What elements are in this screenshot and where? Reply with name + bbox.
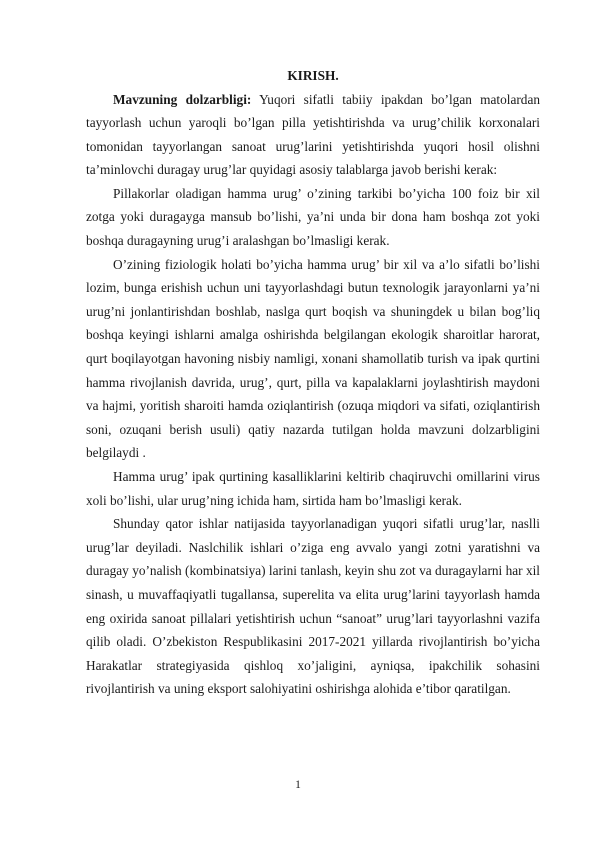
body-paragraph-2: O’zining fiziologik holati bo’yicha hamma urug’ bir xil va a’lo sifatli bo’lishi lozim, bunga erishish uchun uni tayyorlashdagi butun texnologik jarayonlarni ya’ni urug’ni jonlantirishdan boshlab, naslga qurt boqish va shuningdek u bilan bog’liq boshqa keyingi ishlarni amalga oshirishda belgilangan ekologik sharoitlar harorat, qurt boqilayotgan havoning nisbiy namligi, xonani shamollatib turish va ipak qurtini hamma rivojlanish davrida, urug’, qurt, pilla va kapalaklarni joylashtirish maydoni va hajmi, yoritish sharoiti hamda oziqlantirish (ozuqa miqdori va sifati, oziqlantirish soni, ozuqani berish usuli) qatiy nazarda tutilgan holda mavzuni dolzarbligini belgilaydi . <box>86 256 540 461</box>
intro-text: Yuqori sifatli tabiiy ipakdan bo’lgan matolardan tayyorlash uchun yaroqli bo’lgan pilla yetishtirishda va urug’chilik korxonalari tomonidan tayyorlangan sanoat urug’larini yetishtirishda yuqori hosil olishni ta’minlovchi duragay urug’lar quyidagi asosiy talablarga javob berishi kerak: <box>86 91 540 178</box>
page-number: 1 <box>295 779 301 791</box>
document-page <box>86 64 540 701</box>
page-title: KIRISH. <box>287 68 339 83</box>
intro-lead: Mavzuning dolzarbligi: <box>113 91 252 107</box>
intro-paragraph <box>86 88 540 182</box>
body-paragraph-3: Hamma urug’ ipak qurtining kasalliklarini keltirib chaqiruvchi omillarini virus xoli bo’lishi, ular urug’ning ichida ham, sirtida ham bo’lmasligi kerak. <box>86 469 540 508</box>
body-paragraph-4: Shunday qator ishlar natijasida tayyorlanadigan yuqori sifatli urug’lar, naslli urug’lar deyiladi. Naslchilik ishlari o’ziga eng avvalo yangi zotni yaratishni va duragay yo’nalish (kombinatsiya) larini tanlash, keyin shu zot va duragaylarni har xil sinash, u muvaffaqiyatli tugallansa, superelita va elita urug’larini tayyorlash hamda eng oxirida sanoat pillalari yetishtirish uchun “sanoat” urug’lari tayyorlashni vazifa qilib oladi. O’zbekiston Respublikasini 2017-2021 yillarda rivojlantirish bo’yicha Harakatlar strategiyasida qishloq xo’jaligini, ayniqsa, ipakchilik sohasini rivojlantirish va uning eksport salohiyatini oshirishga alohida e’tibor qaratilgan. <box>86 516 540 697</box>
body-paragraph-1: Pillakorlar oladigan hamma urug’ o’zining tarkibi bo’yicha 100 foiz bir xil zotga yoki duragayga mansub bo’lishi, ya’ni unda bir dona ham boshqa zot yoki boshqa duragayning urug’i aralashgan bo’lmasligi kerak. <box>86 185 540 249</box>
